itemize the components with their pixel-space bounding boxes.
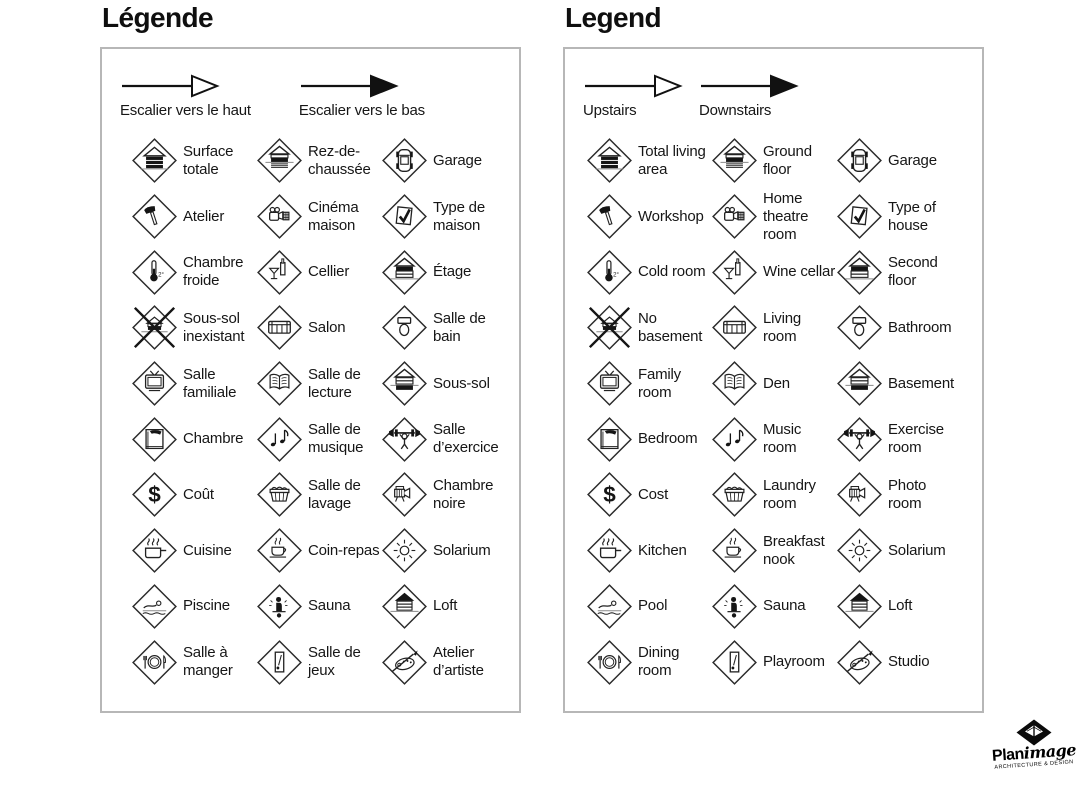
projector-icon (257, 194, 302, 239)
legend-panel-french (100, 47, 521, 713)
legend-item-label: Pool (638, 597, 668, 615)
legend-item (837, 634, 962, 690)
legend-panel-english (563, 47, 984, 713)
legend-item-label: Studio (888, 653, 930, 671)
dollar-icon (132, 472, 177, 517)
movie-camera-icon (382, 472, 427, 517)
laundry-basket-icon (257, 472, 302, 517)
legend-item (257, 411, 382, 467)
sauna-person-icon (257, 584, 302, 629)
legend-item-label: Loft (433, 597, 458, 615)
place-setting-icon (132, 640, 177, 685)
legend-item (257, 300, 382, 356)
check-sheet-icon (837, 194, 882, 239)
legend-item-label: Salon (308, 318, 346, 336)
legend-item-label: Sauna (308, 597, 351, 615)
legend-item (257, 523, 382, 579)
legend-item-label: Rez-de-chaussée (308, 142, 371, 178)
house-total-icon (132, 138, 177, 183)
legend-item-label: Kitchen (638, 541, 687, 559)
bed-icon (587, 417, 632, 462)
house-total-icon (587, 138, 632, 183)
legend-item (587, 411, 712, 467)
legend-item-label: Solarium (888, 541, 946, 559)
stair-arrow-outline (120, 73, 251, 119)
legend-title-english: Legend (565, 2, 661, 33)
legend-item-label: Sous-sol inexistant (183, 309, 245, 345)
music-notes-icon (257, 417, 302, 462)
coffee-cup-icon (257, 528, 302, 573)
legend-item (257, 579, 382, 635)
legend-item-label: Atelier (183, 207, 225, 225)
legend-item (382, 356, 507, 412)
legend-item-label: Total living area (638, 142, 706, 178)
legend-item (837, 189, 962, 245)
legend-item-label: Den (763, 374, 790, 392)
legend-item-label: Bathroom (888, 318, 952, 336)
legend-item-label: Basement (888, 374, 954, 392)
legend-item (712, 523, 837, 579)
wine-cellar-icon (712, 250, 757, 295)
legend-item-label: Sauna (763, 597, 806, 615)
cooking-pot-icon (132, 528, 177, 573)
coffee-cup-icon (712, 528, 757, 573)
bed-icon (132, 417, 177, 462)
tv-icon (587, 361, 632, 406)
legend-item-label: Salle de lavage (308, 476, 361, 512)
legend-item (712, 356, 837, 412)
legend-item-label: Sous-sol (433, 374, 490, 392)
legend-item-label: Chambre noire (433, 476, 494, 512)
weightlifter-icon (382, 417, 427, 462)
legend-item (382, 523, 507, 579)
legend-item (712, 300, 837, 356)
symbol-grid (102, 133, 519, 690)
legend-item-label: Salle à manger (183, 644, 233, 680)
house-second-icon (382, 250, 427, 295)
legend-item (587, 244, 712, 300)
legend-item (382, 467, 507, 523)
svg-text:$: $ (603, 482, 616, 508)
legend-item (837, 300, 962, 356)
stair-arrow-key (120, 73, 425, 119)
legend-item (837, 467, 962, 523)
legend-item-label: Étage (433, 263, 472, 281)
art-palette-icon (382, 640, 427, 685)
legend-item (587, 523, 712, 579)
legend-item-label: Cold room (638, 263, 706, 281)
legend-item-label: Salle de musique (308, 421, 364, 457)
legend-item-label: Salle d’exercice (433, 421, 499, 457)
projector-icon (712, 194, 757, 239)
legend-item-label: Home theatre room (763, 189, 809, 243)
legend-item (132, 189, 257, 245)
sofa-icon (257, 305, 302, 350)
legend-item (712, 579, 837, 635)
toilet-icon (382, 305, 427, 350)
legend-item (712, 467, 837, 523)
legend-item-label: Coin-repas (308, 541, 380, 559)
legend-item-label: Type of house (888, 198, 936, 234)
check-sheet-icon (382, 194, 427, 239)
legend-item (837, 356, 962, 412)
legend-item (382, 411, 507, 467)
garage-car-icon (837, 138, 882, 183)
stair-arrow-label: Escalier vers le haut (120, 102, 251, 119)
hammer-icon (132, 194, 177, 239)
legend-item-label: Laundry room (763, 476, 816, 512)
legend-item-label: Family room (638, 365, 681, 401)
stairs-up-arrow-icon (583, 73, 683, 99)
legend-item-label: Garage (888, 151, 937, 169)
legend-item (132, 133, 257, 189)
symbol-grid (565, 133, 982, 690)
stairs-up-arrow-icon (120, 73, 220, 99)
stair-arrow-outline (583, 73, 683, 119)
stair-arrow-filled (299, 73, 425, 119)
legend-item-label: Cellier (308, 263, 350, 281)
house-basement-icon (382, 361, 427, 406)
house-loft-icon (382, 584, 427, 629)
legend-item (382, 579, 507, 635)
stairs-down-arrow-icon (299, 73, 399, 99)
legend-item-label: Playroom (763, 653, 825, 671)
thermometer-icon (587, 250, 632, 295)
planimage-tagline: ARCHITECTURE & DESIGN (994, 759, 1074, 771)
sun-icon (382, 528, 427, 573)
cooking-pot-icon (587, 528, 632, 573)
no-basement-icon (587, 305, 632, 350)
sofa-icon (712, 305, 757, 350)
legend-item (132, 300, 257, 356)
house-ground-icon (712, 138, 757, 183)
svg-text:$: $ (148, 482, 161, 508)
legend-item (712, 411, 837, 467)
legend-item (257, 634, 382, 690)
legend-item (132, 411, 257, 467)
sun-icon (837, 528, 882, 573)
legend-item-label: Bedroom (638, 430, 698, 448)
no-basement-icon (132, 305, 177, 350)
legend-item-label: Breakfast nook (763, 532, 825, 568)
legend-item (587, 356, 712, 412)
stair-arrow-label: Escalier vers le bas (298, 102, 425, 119)
legend-item-label: Workshop (638, 207, 704, 225)
legend-item-label: Piscine (183, 597, 230, 615)
weightlifter-icon (837, 417, 882, 462)
legend-item (587, 634, 712, 690)
legend-item-label: Exercise room (888, 421, 944, 457)
legend-item-label: Cuisine (183, 541, 232, 559)
svg-text:2°: 2° (158, 270, 164, 278)
legend-item (837, 411, 962, 467)
garage-car-icon (382, 138, 427, 183)
legend-item (587, 579, 712, 635)
open-book-icon (257, 361, 302, 406)
legend-item (712, 189, 837, 245)
legend-item (132, 467, 257, 523)
legend-item-label: Music room (763, 421, 802, 457)
legend-item-label: Surface totale (183, 142, 234, 178)
stair-arrow-label: Upstairs (583, 102, 637, 119)
svg-text:2°: 2° (613, 270, 619, 278)
legend-item-label: Salle de jeux (308, 644, 361, 680)
open-book-icon (712, 361, 757, 406)
legend-item-label: Wine cellar (763, 263, 835, 281)
swimmer-icon (587, 584, 632, 629)
place-setting-icon (587, 640, 632, 685)
legend-item (257, 133, 382, 189)
swimmer-icon (132, 584, 177, 629)
thermometer-icon (132, 250, 177, 295)
legend-item (382, 189, 507, 245)
legend-item-label: Type de maison (433, 198, 485, 234)
legend-item (837, 523, 962, 579)
legend-item-label: Second floor (888, 254, 938, 290)
legend-item-label: Salle de lecture (308, 365, 361, 401)
legend-item (587, 133, 712, 189)
hammer-icon (587, 194, 632, 239)
legend-item-label: Solarium (433, 541, 491, 559)
sauna-person-icon (712, 584, 757, 629)
legend-item (132, 579, 257, 635)
legend-item-label: Salle familiale (183, 365, 237, 401)
legend-item (132, 244, 257, 300)
legend-item-label: Chambre (183, 430, 244, 448)
legend-item-label: Coût (183, 485, 214, 503)
legend-item (837, 133, 962, 189)
legend-item (257, 244, 382, 300)
legend-item (382, 133, 507, 189)
planimage-logo (985, 719, 1080, 771)
legend-item-label: Salle de bain (433, 309, 486, 345)
legend-item (382, 634, 507, 690)
play-door-icon (712, 640, 757, 685)
stair-arrow-filled (699, 73, 799, 119)
dollar-icon (587, 472, 632, 517)
legend-item-label: No basement (638, 309, 703, 345)
legend-item-label: Atelier d’artiste (433, 644, 484, 680)
legend-item-label: Cinéma maison (308, 198, 359, 234)
movie-camera-icon (837, 472, 882, 517)
play-door-icon (257, 640, 302, 685)
legend-item-label: Living room (763, 309, 801, 345)
tv-icon (132, 361, 177, 406)
legend-item (712, 244, 837, 300)
legend-item (587, 300, 712, 356)
legend-item-label: Chambre froide (183, 254, 244, 290)
house-basement-icon (837, 361, 882, 406)
stairs-down-arrow-icon (699, 73, 799, 99)
house-ground-icon (257, 138, 302, 183)
house-second-icon (837, 250, 882, 295)
stair-arrow-label: Downstairs (699, 102, 772, 119)
legend-item (837, 579, 962, 635)
legend-title-french: Légende (102, 2, 213, 33)
legend-item (132, 523, 257, 579)
legend-item (587, 467, 712, 523)
legend-item (382, 244, 507, 300)
legend-item (587, 189, 712, 245)
laundry-basket-icon (712, 472, 757, 517)
legend-item (132, 356, 257, 412)
stair-arrow-key (583, 73, 799, 119)
legend-item (132, 634, 257, 690)
brand-image: image (1023, 740, 1077, 763)
house-loft-icon (837, 584, 882, 629)
wine-cellar-icon (257, 250, 302, 295)
legend-item-label: Loft (888, 597, 913, 615)
legend-item (712, 634, 837, 690)
legend-item (257, 467, 382, 523)
brand-plan: Plan (991, 745, 1025, 765)
legend-item (837, 244, 962, 300)
legend-item-label: Garage (433, 151, 482, 169)
legend-item-label: Cost (638, 485, 669, 503)
legend-item (257, 189, 382, 245)
legend-item-label: Dining room (638, 644, 680, 680)
legend-item-label: Photo room (888, 476, 927, 512)
music-notes-icon (712, 417, 757, 462)
legend-item (382, 300, 507, 356)
legend-item (257, 356, 382, 412)
legend-item (712, 133, 837, 189)
toilet-icon (837, 305, 882, 350)
legend-item-label: Ground floor (763, 142, 812, 178)
art-palette-icon (837, 640, 882, 685)
